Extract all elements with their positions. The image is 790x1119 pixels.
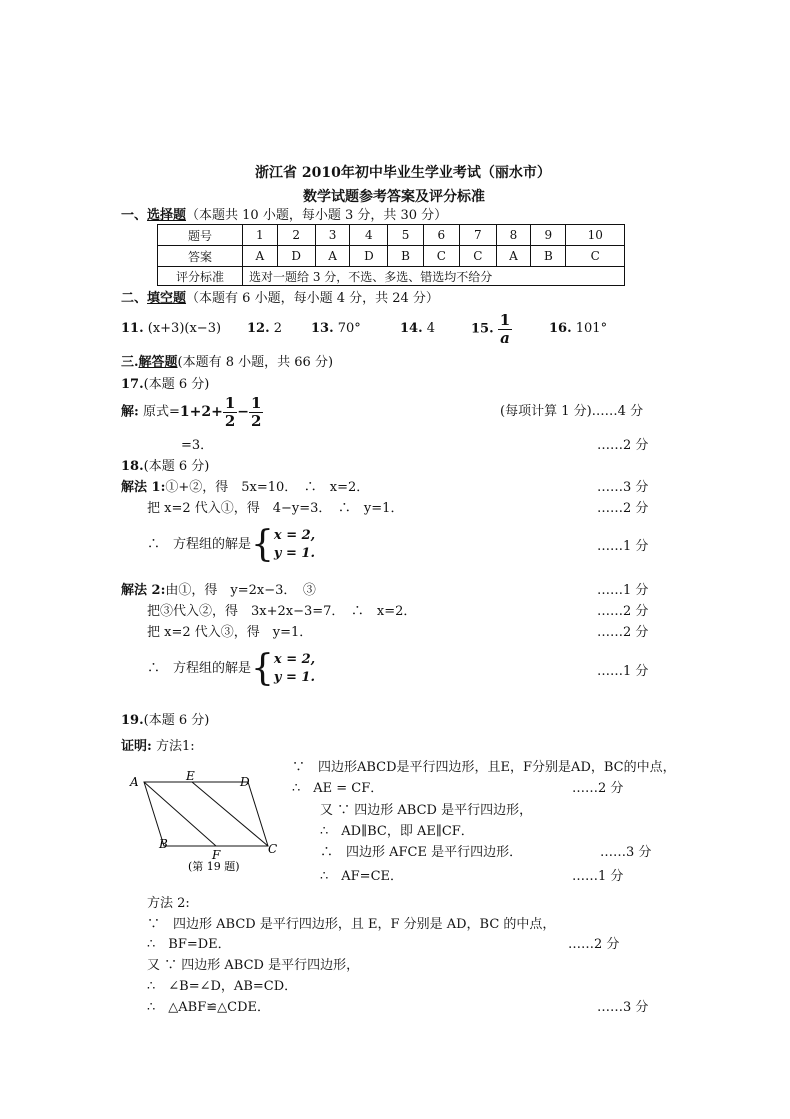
answer-value: (x+3)(x−3): [147, 321, 222, 336]
q18-m1-line3: [147, 524, 316, 565]
q19-m1-line: ∵ 四边形ABCD是平行四边形，且E，F分别是AD，BC的中点，: [292, 760, 676, 775]
q19-method2-label: 方法 2:: [147, 896, 190, 911]
q18-m1-text: ①+②，得 5x=10． ∴ x=2．: [165, 480, 370, 495]
q19-m1-score: ……1 分: [572, 869, 624, 884]
table-label-standard: 评分标准: [158, 267, 243, 286]
fraction-numerator: 1: [499, 311, 511, 329]
answer-16: [549, 321, 607, 337]
q18-m2-system: [274, 651, 315, 686]
q19-method1-label: 方法1:: [155, 739, 195, 754]
q17-minus: −: [237, 404, 249, 421]
brace-icon: {: [251, 524, 274, 565]
label-f: F: [212, 848, 221, 862]
label-c: C: [268, 842, 278, 856]
answer-14: [400, 321, 435, 337]
q19-points: (本题 6 分): [143, 713, 210, 728]
brace-icon: {: [251, 648, 274, 689]
fraction-numerator: 1: [224, 394, 236, 412]
table-cell: 3: [315, 225, 350, 246]
table-cell: D: [277, 246, 315, 267]
q17-sol-label: 解:: [121, 404, 139, 420]
table-cell: 4: [350, 225, 388, 246]
answer-15: [471, 313, 512, 346]
table-cell: B: [388, 246, 423, 267]
q18-points: (本题 6 分): [143, 459, 210, 474]
table-row-answers: [158, 246, 625, 267]
table-cell: 7: [460, 225, 497, 246]
q19-m2-score: ……3 分: [597, 1000, 649, 1015]
parallelogram-figure: [126, 770, 286, 875]
system-eq-2: y = 1.: [273, 670, 315, 685]
fraction-denominator: 2: [250, 412, 262, 430]
answer-11: [121, 321, 221, 337]
q18-m1-label: 解法 1:: [121, 480, 166, 495]
q19-m1-score: ……3 分: [600, 845, 652, 860]
table-cell: C: [423, 246, 460, 267]
table-cell: 1: [243, 225, 278, 246]
section3-desc: (本题有 8 小题，共 66 分): [177, 355, 334, 370]
q19-m1-line: ∴ AE = CF．: [292, 781, 384, 796]
q19-m2-score: ……2 分: [568, 937, 620, 952]
section2-num: 二、: [121, 291, 148, 306]
fraction-denominator: 2: [224, 412, 236, 430]
fraction-numerator: 1: [250, 394, 262, 412]
section1-desc: （本题共 10 小题，每小题 3 分，共 30 分）: [186, 208, 448, 223]
section3-heading: [121, 355, 333, 371]
q17-line2: =3．: [181, 438, 214, 453]
q19-m2-line: ∵ 四边形 ABCD 是平行四边形，且 E，F 分别是 AD，BC 的中点，: [147, 917, 556, 932]
answer-value: 101°: [575, 321, 608, 336]
section2-name: 填空题: [147, 291, 187, 306]
table-standard-text: 选对一题给 3 分，不选、多选、错选均不给分: [243, 267, 625, 286]
q17-fraction-1: [223, 396, 237, 429]
section2-desc: （本题有 6 小题，每小题 4 分，共 24 分）: [186, 291, 439, 306]
q18-m2-line3: 把 x=2 代入③，得 y=1．: [147, 625, 313, 640]
q19-proof-heading: [121, 739, 195, 755]
q19-m1-line: 又 ∵ 四边形 ABCD 是平行四边形，: [320, 803, 533, 818]
table-cell: B: [531, 246, 566, 267]
q17-note: (每项计算 1 分)……4 分: [500, 404, 644, 419]
section1-heading: [121, 208, 447, 224]
q19-m2-line: ∴ ∠B=∠D，AB=CD．: [147, 979, 298, 994]
table-cell: 9: [531, 225, 566, 246]
q18-m1-line1: [121, 480, 369, 496]
answer-12: [247, 321, 282, 337]
q19-m2-line: 又 ∵ 四边形 ABCD 是平行四边形，: [147, 958, 360, 973]
figure-caption: (第 19 题): [188, 860, 240, 873]
q17-number: 17.: [121, 377, 144, 392]
system-eq-1: x = 2,: [273, 652, 316, 668]
q19-m1-line: ∴ 四边形 AFCE 是平行四边形．: [320, 845, 523, 860]
title-line-1: 浙江省 2010年初中毕业生学业考试（丽水市）: [255, 165, 551, 181]
answer-num: 15.: [471, 321, 494, 337]
table-cell: 2: [277, 225, 315, 246]
q17-line2-score: ……2 分: [597, 438, 649, 453]
answer-value: 2: [273, 321, 283, 336]
section1-num: 一、: [121, 208, 148, 223]
section2-heading: [121, 291, 439, 307]
label-d: D: [240, 775, 250, 789]
q18-m2-line1-score: ……1 分: [597, 583, 649, 598]
q17-fraction-2: [249, 396, 263, 429]
q18-m1-line3-score: ……1 分: [597, 539, 649, 554]
q19-m2-line: ∴ BF=DE．: [147, 937, 231, 952]
section1-name: 选择题: [147, 208, 187, 223]
table-cell: A: [315, 246, 350, 267]
table-label-answer: 答案: [158, 246, 243, 267]
table-row-standard: [158, 267, 625, 286]
table-cell: A: [496, 246, 531, 267]
q18-m1-system: [274, 527, 315, 562]
title-line-2: 数学试题参考答案及评分标准: [303, 189, 485, 205]
q18-m2-line3-score: ……2 分: [597, 625, 649, 640]
fraction-denominator: a: [500, 329, 510, 347]
q19-m1-line: ∴ AF=CE．: [320, 869, 404, 884]
table-label-number: 题号: [158, 225, 243, 246]
table-cell: 8: [496, 225, 531, 246]
q17-heading: [121, 377, 209, 393]
q18-m1-solution-text: ∴ 方程组的解是: [147, 537, 252, 553]
q18-m2-line4-score: ……1 分: [597, 664, 649, 679]
table-cell: A: [243, 246, 278, 267]
q18-m2-line4: [147, 648, 316, 689]
answer-num: 12.: [247, 321, 270, 336]
q18-m1-line1-score: ……3 分: [597, 480, 649, 495]
q19-m2-line: ∴ △ABF≌△CDE．: [147, 1000, 270, 1015]
table-cell: C: [460, 246, 497, 267]
table-cell: 6: [423, 225, 460, 246]
system-eq-2: y = 1.: [273, 546, 315, 561]
answer-table: [157, 224, 625, 286]
segment-ec: [192, 782, 268, 846]
answer-num: 11.: [121, 321, 144, 336]
table-row-numbers: [158, 225, 625, 246]
q18-m1-line2: 把 x=2 代入①，得 4−y=3． ∴ y=1．: [147, 501, 404, 516]
answer-num: 16.: [549, 321, 572, 336]
q17-expr: 1+2+: [179, 404, 223, 421]
label-a: A: [130, 775, 139, 789]
label-e: E: [186, 770, 195, 783]
table-cell: C: [566, 246, 625, 267]
section3-name: 解答题: [138, 355, 178, 370]
q19-number: 19.: [121, 713, 144, 728]
segment-af: [144, 782, 216, 846]
q19-m1-score: ……2 分: [572, 781, 624, 796]
table-cell: 10: [566, 225, 625, 246]
q18-m2-solution-text: ∴ 方程组的解是: [147, 661, 252, 677]
label-b: B: [159, 837, 168, 851]
table-cell: 5: [388, 225, 423, 246]
q18-m2-line1: [121, 583, 316, 599]
q17-points: (本题 6 分): [143, 377, 210, 392]
q18-m2-text: 由①，得 y=2x−3． ③: [165, 583, 316, 598]
q18-m2-line2-score: ……2 分: [597, 604, 649, 619]
answer-num: 14.: [400, 321, 423, 336]
q18-number: 18.: [121, 459, 144, 474]
q17-line1: [121, 396, 263, 429]
section3-num: 三.: [121, 355, 139, 370]
answer-num: 13.: [311, 321, 334, 336]
q18-m2-label: 解法 2:: [121, 583, 166, 598]
q18-heading: [121, 459, 209, 475]
q19-proof-label: 证明:: [121, 739, 152, 754]
fraction-one-over-a: [498, 313, 512, 346]
q18-m2-line2: 把③代入②，得 3x+2x−3=7． ∴ x=2．: [147, 604, 417, 619]
q19-m1-line: ∴ AD∥BC，即 AE∥CF．: [320, 824, 474, 839]
answer-value: 4: [426, 321, 436, 336]
q18-m1-line2-score: ……2 分: [597, 501, 649, 516]
q17-expr-prefix: 原式=: [142, 404, 180, 420]
q19-heading: [121, 713, 209, 729]
system-eq-1: x = 2,: [273, 528, 316, 544]
answer-13: [311, 321, 361, 337]
answer-value: 70°: [337, 321, 361, 336]
table-cell: D: [350, 246, 388, 267]
